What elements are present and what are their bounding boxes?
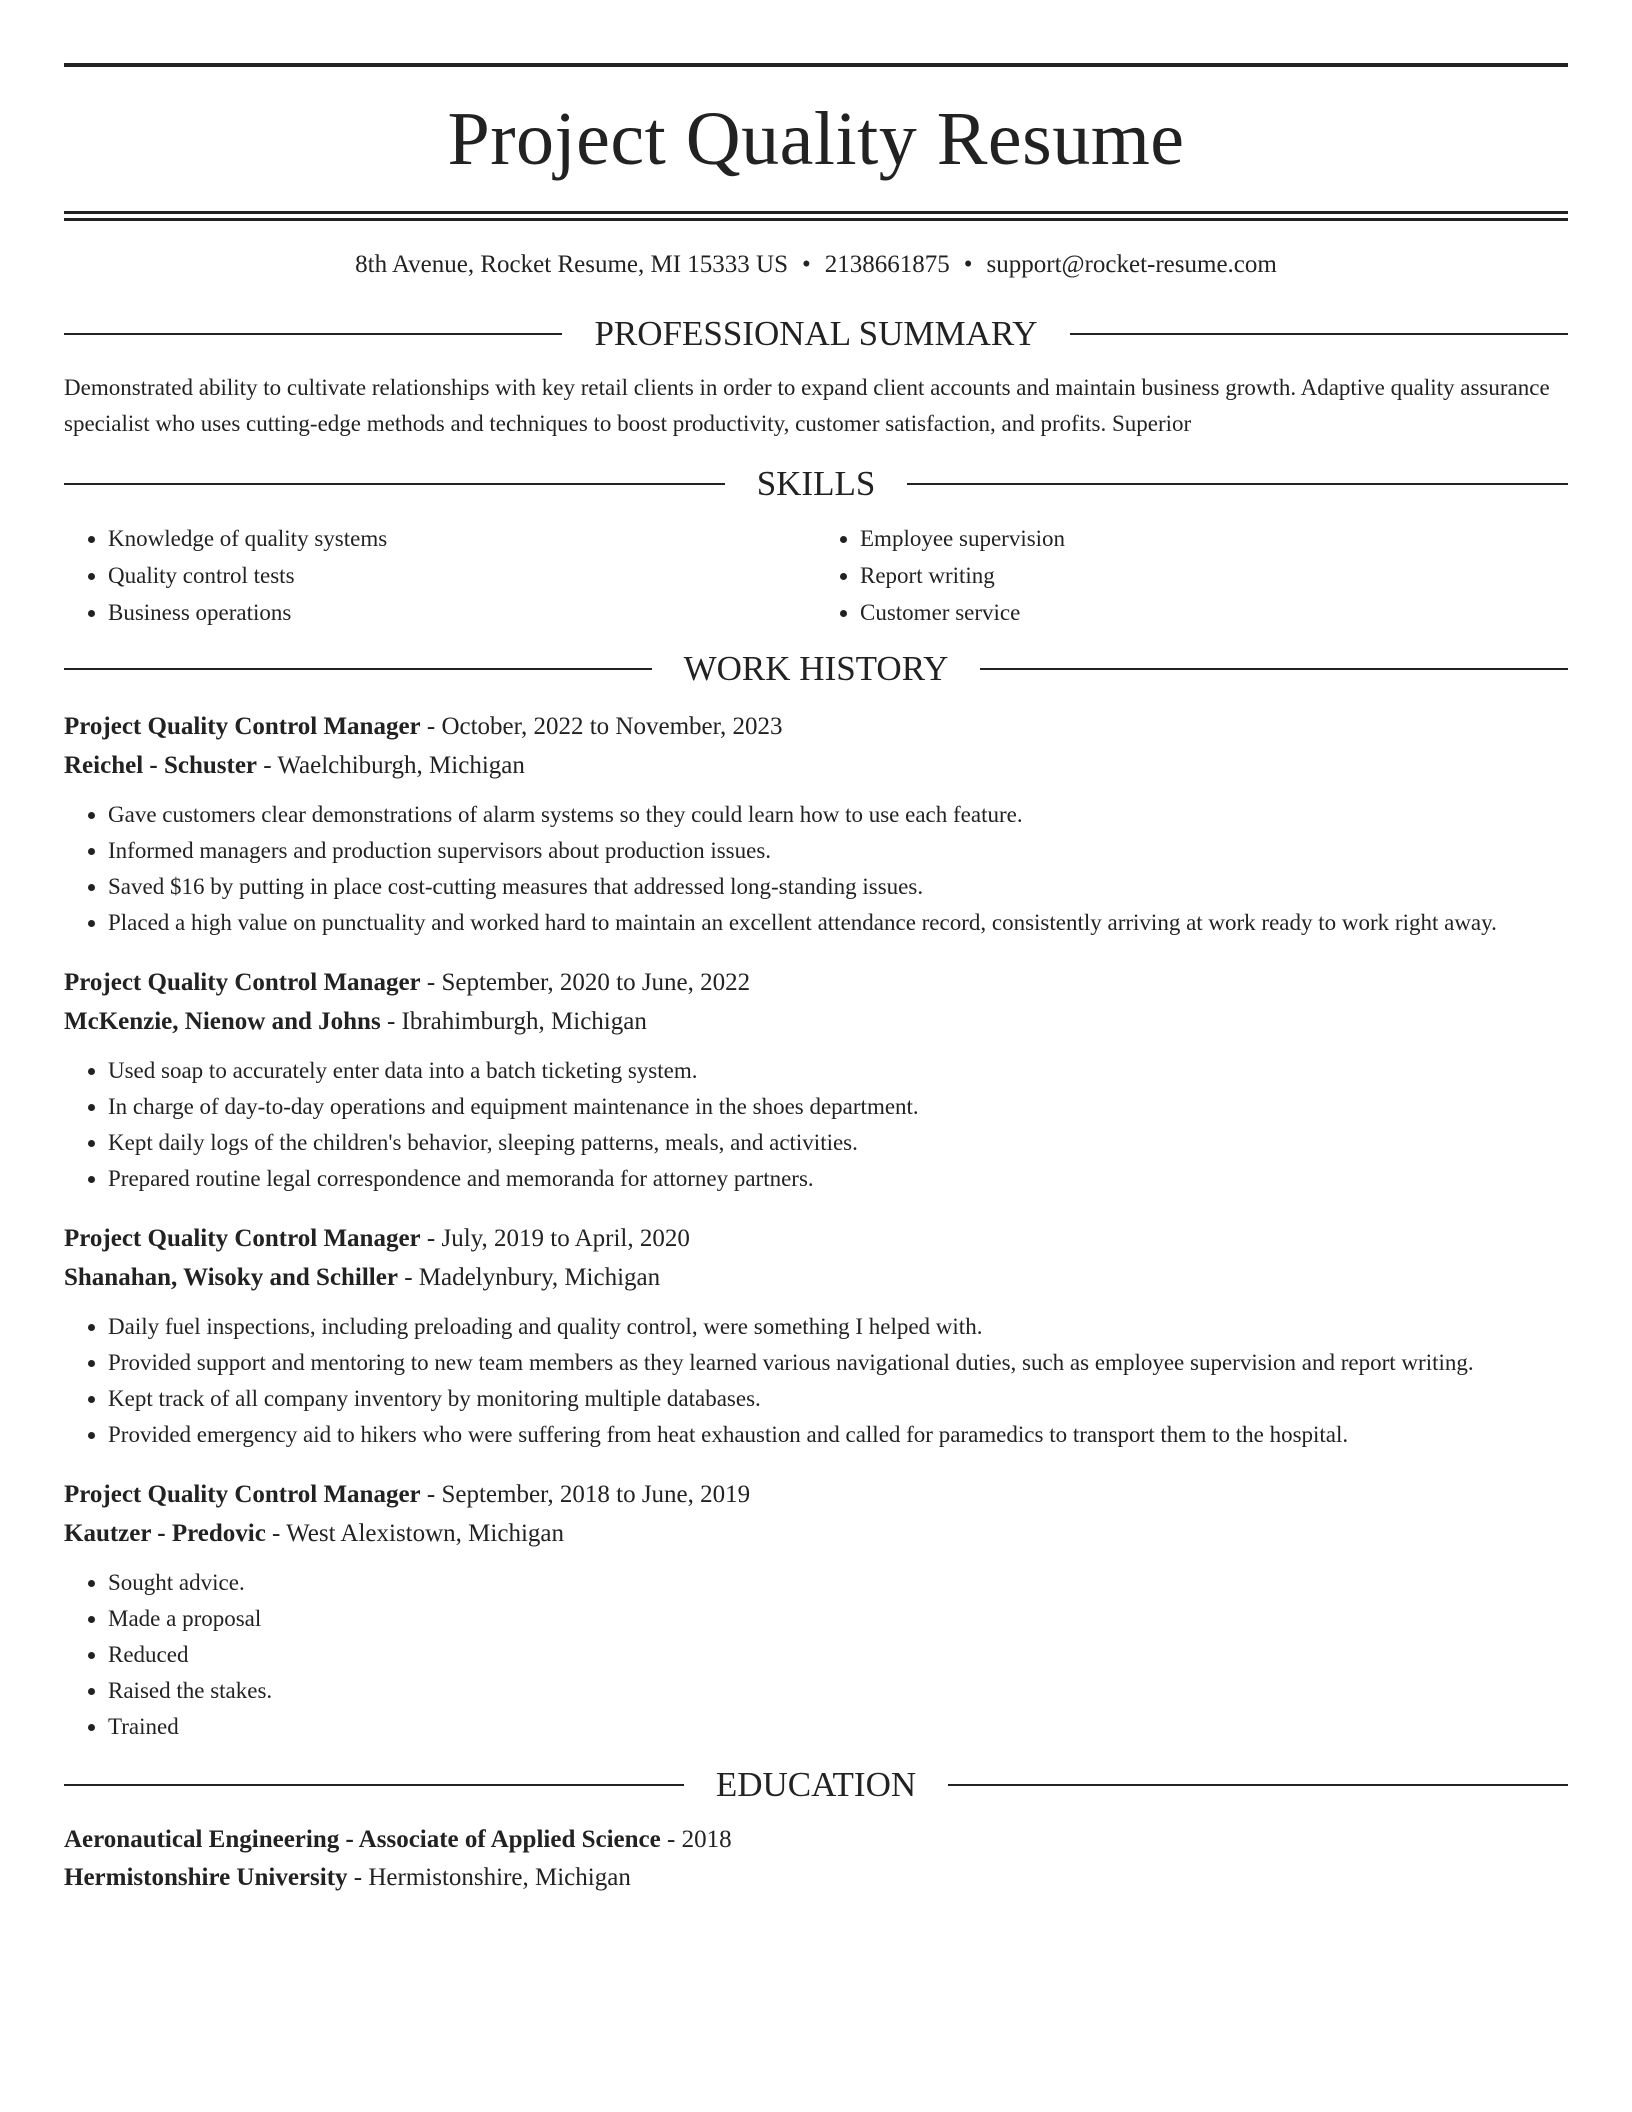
contact-address: 8th Avenue, Rocket Resume, MI 15333 US xyxy=(355,251,788,278)
skill-item: • Knowledge of quality systems xyxy=(108,520,816,557)
job-bullet: • Sought advice. xyxy=(108,1565,1568,1601)
work-heading: WORK HISTORY xyxy=(683,649,949,688)
contact-separator: • xyxy=(963,251,973,278)
job-title: Project Quality Control Manager xyxy=(64,713,421,740)
education-school: Hermistonshire University xyxy=(64,1864,348,1891)
heading-rule xyxy=(64,1784,684,1786)
contact-separator: • xyxy=(802,251,811,278)
skill-item: • Quality control tests xyxy=(108,557,816,594)
job-company: Shanahan, Wisoky and Schiller xyxy=(64,1264,398,1291)
job-company: Kautzer - Predovic xyxy=(64,1520,266,1547)
heading-rule xyxy=(948,1784,1568,1786)
title-double-rule xyxy=(64,211,1568,221)
resume-title: Project Quality Resume xyxy=(447,97,1185,181)
job-bullet: • Raised the stakes. xyxy=(108,1673,1568,1709)
job-bullet: • Reduced xyxy=(108,1637,1568,1673)
heading-rule xyxy=(1070,333,1568,335)
job-dates: - September, 2018 to June, 2019 xyxy=(420,1481,751,1508)
job-bullet: • Prepared routine legal correspondence and memoranda for attorney partners. xyxy=(108,1161,1568,1197)
job-bullets xyxy=(64,1053,1568,1197)
job-bullet: • Saved $16 by putting in place cost-cutting measures that addressed long-standing issues. xyxy=(108,869,1568,905)
job-bullets xyxy=(64,1565,1568,1745)
job-company-line xyxy=(64,1514,1568,1553)
education-entry xyxy=(64,1821,1568,1897)
contact-email: support@rocket-resume.com xyxy=(986,251,1277,278)
skill-item: • Customer service xyxy=(860,594,1568,631)
summary-text: Demonstrated ability to cultivate relationships with key retail clients in order to expand client accounts and maintain business growth. Adaptive quality assurance specialist who uses cutting-edge methods and techniques to boost productivity, customer satisfaction, and profits. Superior xyxy=(64,375,1550,436)
heading-rule xyxy=(64,333,562,335)
job-title: Project Quality Control Manager xyxy=(64,1225,421,1252)
education-year: - 2018 xyxy=(660,1826,732,1853)
education-degree: Aeronautical Engineering - Associate of Applied Science xyxy=(64,1826,661,1853)
job-title-line xyxy=(64,1475,1568,1514)
skill-item: • Employee supervision xyxy=(860,520,1568,557)
job-company-line xyxy=(64,1002,1568,1041)
job-company: McKenzie, Nienow and Johns xyxy=(64,1008,381,1035)
job-dates: - July, 2019 to April, 2020 xyxy=(420,1225,690,1252)
skills-section-heading xyxy=(64,462,1568,506)
education-section-heading xyxy=(64,1763,1568,1807)
skill-item: • Report writing xyxy=(860,557,1568,594)
heading-rule xyxy=(64,483,725,485)
job-bullet: • Kept track of all company inventory by monitoring multiple databases. xyxy=(108,1381,1568,1417)
job-entry xyxy=(64,707,1568,941)
job-company: Reichel - Schuster xyxy=(64,752,258,779)
job-bullets xyxy=(64,797,1568,941)
job-entry xyxy=(64,1219,1568,1453)
education-degree-line xyxy=(64,1821,1568,1859)
heading-rule xyxy=(64,668,652,670)
job-title: Project Quality Control Manager xyxy=(64,1481,421,1508)
contact-phone: 2138661875 xyxy=(824,251,950,278)
skills-column-right xyxy=(816,520,1568,631)
job-dates: - October, 2022 to November, 2023 xyxy=(420,713,783,740)
job-location: - Waelchiburgh, Michigan xyxy=(257,752,525,779)
job-title-line xyxy=(64,963,1568,1002)
job-company-line xyxy=(64,746,1568,785)
summary-heading: PROFESSIONAL SUMMARY xyxy=(594,314,1038,353)
job-entry xyxy=(64,963,1568,1197)
job-dates: - September, 2020 to June, 2022 xyxy=(420,969,751,996)
job-bullet: • Used soap to accurately enter data into a batch ticketing system. xyxy=(108,1053,1568,1089)
job-title-line xyxy=(64,707,1568,746)
skills-heading: SKILLS xyxy=(756,464,876,503)
job-bullets xyxy=(64,1309,1568,1453)
skills-column-left xyxy=(64,520,816,631)
job-bullet: • Daily fuel inspections, including preloading and quality control, were something I helped with. xyxy=(108,1309,1568,1345)
job-bullet: • Provided support and mentoring to new team members as they learned various navigational duties, such as employee supervision and report writing. xyxy=(108,1345,1568,1381)
job-company-line xyxy=(64,1258,1568,1297)
job-bullet: • Trained xyxy=(108,1709,1568,1745)
skill-item: • Business operations xyxy=(108,594,816,631)
top-rule xyxy=(64,63,1568,67)
heading-rule xyxy=(907,483,1568,485)
job-title: Project Quality Control Manager xyxy=(64,969,421,996)
job-location: - Ibrahimburgh, Michigan xyxy=(380,1008,647,1035)
resume-page xyxy=(64,63,1568,1897)
job-location: - Madelynbury, Michigan xyxy=(397,1264,661,1291)
contact-line xyxy=(64,248,1568,282)
job-bullet: • Informed managers and production supervisors about production issues. xyxy=(108,833,1568,869)
job-title-line xyxy=(64,1219,1568,1258)
job-location: - West Alexistown, Michigan xyxy=(265,1520,564,1547)
job-entry xyxy=(64,1475,1568,1745)
job-bullet: • Gave customers clear demonstrations of alarm systems so they could learn how to use each feature. xyxy=(108,797,1568,833)
education-heading: EDUCATION xyxy=(715,1765,917,1804)
summary-section-heading xyxy=(64,312,1568,356)
education-school-line xyxy=(64,1859,1568,1897)
education-location: - Hermistonshire, Michigan xyxy=(347,1864,631,1891)
job-bullet: • Kept daily logs of the children's behavior, sleeping patterns, meals, and activities. xyxy=(108,1125,1568,1161)
work-section-heading xyxy=(64,647,1568,691)
heading-rule xyxy=(980,668,1568,670)
job-bullet: • Provided emergency aid to hikers who were suffering from heat exhaustion and called for paramedics to transport them to the hospital. xyxy=(108,1417,1568,1453)
skills-list xyxy=(64,520,1568,631)
job-bullet: • Made a proposal xyxy=(108,1601,1568,1637)
job-bullet: • Placed a high value on punctuality and worked hard to maintain an excellent attendance record, consistently arriving at work ready to work right away. xyxy=(108,905,1568,941)
job-bullet: • In charge of day-to-day operations and equipment maintenance in the shoes department. xyxy=(108,1089,1568,1125)
